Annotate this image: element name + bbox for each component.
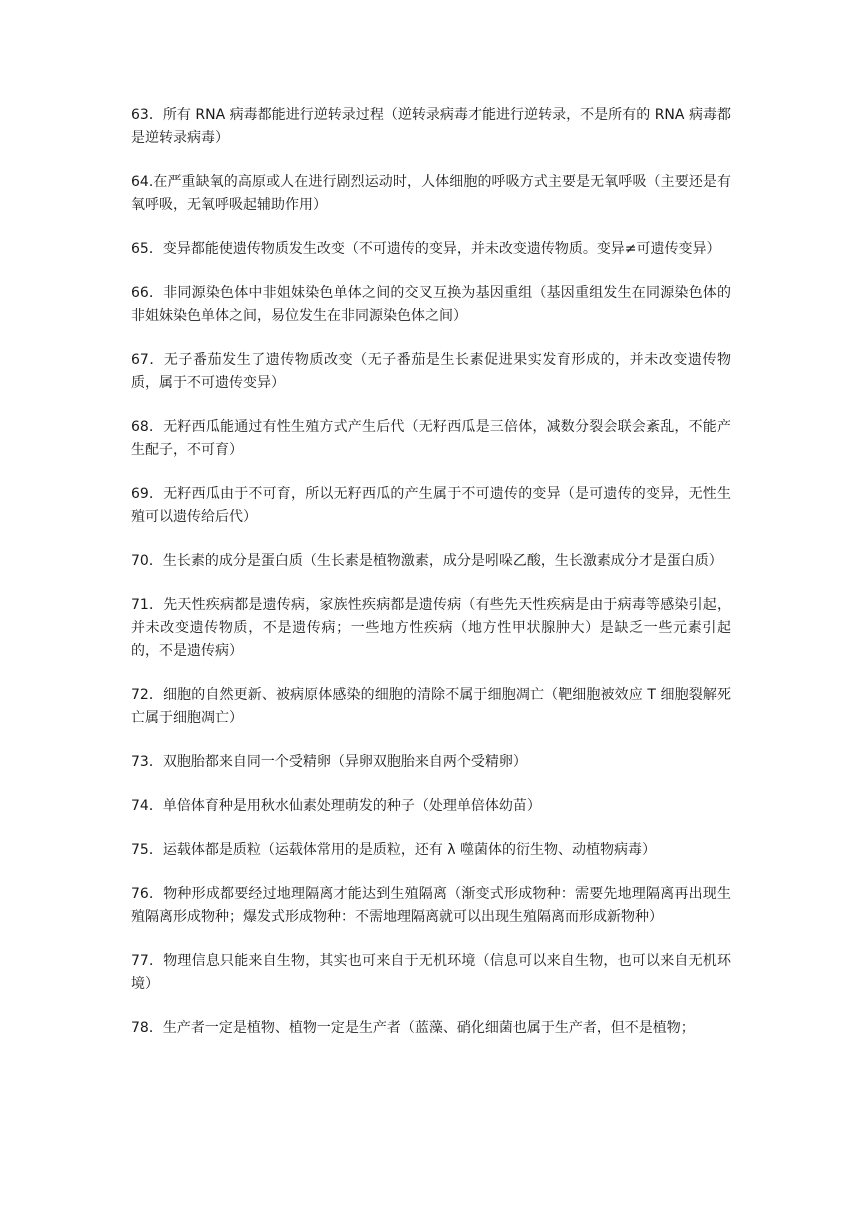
item-76: 76．物种形成都要经过地理隔离才能达到生殖隔离（渐变式形成物种：需要先地理隔离再出现生殖隔离形成物种；爆发式形成物种：不需地理隔离就可以出现生殖隔离而形成新物种）	[131, 886, 731, 925]
item-72: 72．细胞的自然更新、被病原体感染的细胞的清除不属于细胞凋亡（靶细胞被效应 T 细胞裂解死亡属于细胞凋亡）	[131, 687, 731, 726]
item-63: 63．所有 RNA 病毒都能进行逆转录过程（逆转录病毒才能进行逆转录，不是所有的 RNA 病毒都是逆转录病毒）	[131, 107, 731, 146]
item-75: 75．运载体都是质粒（运载体常用的是质粒，还有 λ 噬菌体的衍生物、动植物病毒）	[131, 842, 656, 858]
document-body	[131, 104, 731, 1061]
item-77: 77．物理信息只能来自生物，其实也可来自于无机环境（信息可以来自生物，也可以来自无机环境）	[131, 953, 731, 992]
item-68: 68．无籽西瓜能通过有性生殖方式产生后代（无籽西瓜是三倍体，减数分裂会联会紊乱，不能产生配子，不可育）	[131, 419, 731, 458]
item-73: 73．双胞胎都来自同一个受精卵（异卵双胞胎来自两个受精卵）	[131, 754, 527, 770]
item-64: 64.在严重缺氧的高原或人在进行剧烈运动时，人体细胞的呼吸方式主要是无氧呼吸（主要还是有氧呼吸，无氧呼吸起辅助作用）	[131, 174, 731, 213]
item-65: 65．变异都能使遗传物质发生改变（不可遗传的变异，并未改变遗传物质。变异≠可遗传变异）	[131, 241, 721, 257]
item-74: 74．单倍体育种是用秋水仙素处理萌发的种子（处理单倍体幼苗）	[131, 798, 541, 814]
item-69: 69．无籽西瓜由于不可育，所以无籽西瓜的产生属于不可遗传的变异（是可遗传的变异，无性生殖可以遗传给后代）	[131, 486, 731, 525]
item-66: 66．非同源染色体中非姐妹染色单体之间的交叉互换为基因重组（基因重组发生在同源染色体的非姐妹染色单体之间，易位发生在非同源染色体之间）	[131, 285, 731, 324]
item-70: 70．生长素的成分是蛋白质（生长素是植物激素，成分是吲哚乙酸，生长激素成分才是蛋白质）	[131, 553, 723, 569]
item-78: 78．生产者一定是植物、植物一定是生产者（蓝藻、硝化细菌也属于生产者，但不是植物；	[131, 1020, 695, 1036]
item-71: 71．先天性疾病都是遗传病，家族性疾病都是遗传病（有些先天性疾病是由于病毒等感染引起，并未改变遗传物质，不是遗传病；一些地方性疾病（地方性甲状腺肿大）是缺乏一些元素引起的，不是遗传病）	[131, 597, 731, 659]
item-67: 67．无子番茄发生了遗传物质改变（无子番茄是生长素促进果实发育形成的，并未改变遗传物质，属于不可遗传变异）	[131, 352, 731, 391]
